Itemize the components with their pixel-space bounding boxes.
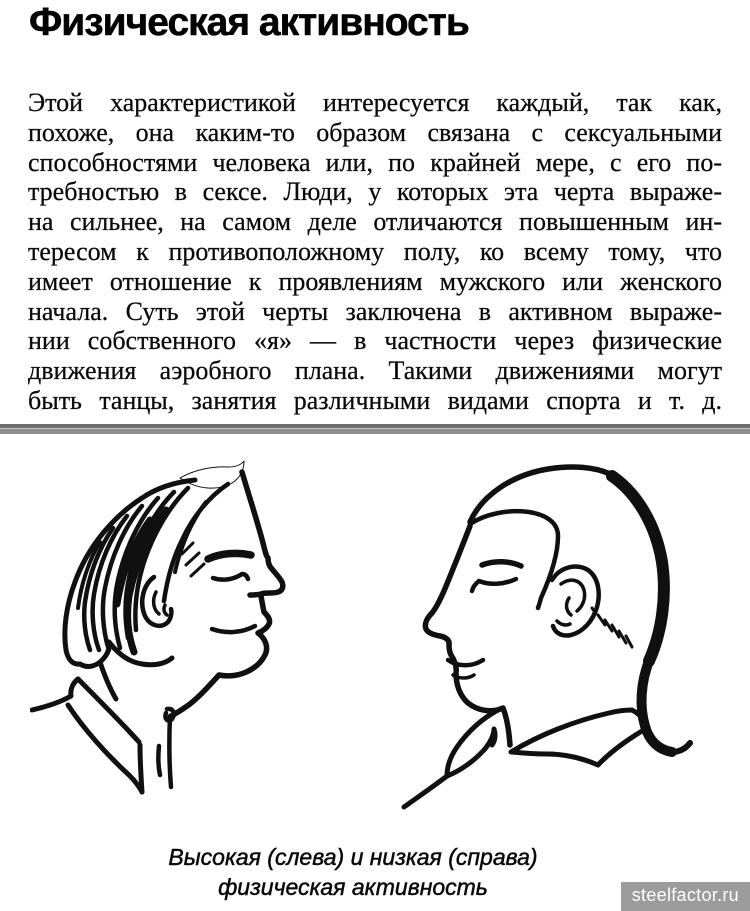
- text-line: Этой характеристикой интересуется каждый, так как,: [28, 88, 722, 117]
- eyebrow: [482, 562, 521, 566]
- ear: [552, 567, 599, 636]
- text-line: движения аэробного плана. Такими движениями могут: [28, 356, 722, 386]
- text-line: способностями человека или, по крайней мере, с его по-: [28, 147, 722, 177]
- figure-caption-line2: физическая активность: [218, 874, 488, 900]
- figure-caption-line1: Высокая (слева) и низкая (справа): [168, 844, 538, 870]
- hair: [65, 461, 244, 666]
- face-profile: [425, 526, 632, 745]
- text-line: имеет отношение к проявлениям мужского или женского: [28, 266, 722, 296]
- closed-eye: [213, 574, 248, 580]
- neck: [100, 662, 116, 699]
- page-title: Физическая активность: [29, 1, 469, 44]
- text-line: тересом к противоположному полу, ко всему тому, что: [28, 236, 722, 266]
- high-activity-face-drawing: [30, 458, 370, 840]
- watermark-badge: [621, 882, 750, 911]
- text-line: на сильнее, на самом деле отличаются повышенным ин-: [28, 207, 722, 237]
- text-line: похоже, она каким-то образом связана с сексуальными: [28, 117, 722, 147]
- eyebrow: [208, 553, 251, 559]
- text-line: начала. Суть этой черты заключена в активном выраже-: [28, 296, 722, 326]
- closed-eye: [472, 579, 516, 591]
- body-paragraph: [28, 88, 722, 416]
- sideburn-hatching: [592, 608, 632, 647]
- mouth: [212, 626, 255, 632]
- low-activity-face-drawing: [390, 458, 730, 840]
- text-line: быть танцы, занятия различными видами спорта и т. д.: [28, 385, 722, 415]
- mouth: [448, 660, 483, 665]
- section-divider: [0, 424, 750, 434]
- figure-area: [0, 458, 750, 840]
- shirt-collar: [404, 710, 647, 807]
- receding-hairline: [470, 511, 558, 608]
- text-line: нии собственного «я» — в частности через физические: [28, 326, 722, 356]
- shirt-collar: [32, 679, 174, 792]
- text-line: требностью в сексе. Люди, у которых эта черта выраже-: [28, 177, 722, 207]
- watermark-label: steelfactor.ru: [631, 885, 739, 905]
- lower-lip: [453, 675, 474, 678]
